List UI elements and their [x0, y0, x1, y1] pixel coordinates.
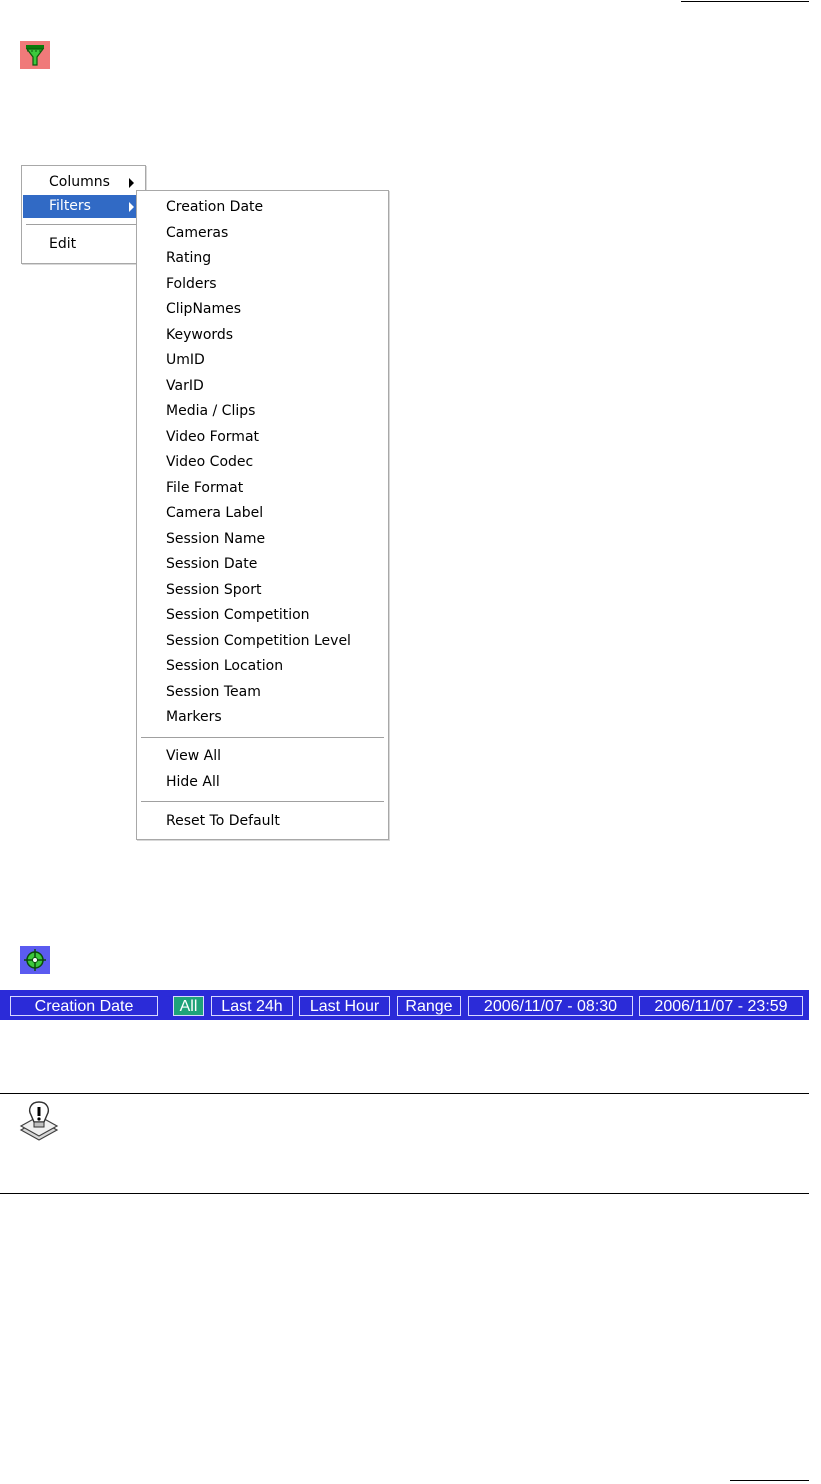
range-start-field[interactable]: 2006/11/07 - 08:30 — [468, 996, 633, 1016]
filter-item-label: Video Format — [166, 428, 260, 445]
filter-item[interactable] — [138, 273, 387, 296]
submenu-arrow-icon — [129, 202, 134, 212]
menu-item-label: Filters — [49, 198, 91, 214]
menu-separator — [26, 224, 141, 226]
view-all-item[interactable] — [138, 745, 387, 768]
filter-item-label: Creation Date — [166, 199, 264, 215]
filter-item[interactable] — [138, 222, 387, 245]
hide-all-label: Hide All — [166, 774, 220, 790]
menu-item-edit[interactable] — [23, 233, 144, 256]
filter-item[interactable] — [138, 681, 387, 704]
filter-bar — [0, 990, 809, 1020]
filter-item-label: Session Team — [166, 683, 261, 700]
filter-item[interactable] — [138, 324, 387, 347]
filter-item[interactable] — [138, 451, 387, 474]
filter-option-range[interactable]: Range — [397, 996, 461, 1016]
hide-all-item[interactable] — [138, 771, 387, 794]
filter-item-label: File Format — [166, 479, 244, 496]
menu-item-label: Edit — [49, 236, 77, 252]
filter-item-label: Session Competition Level — [166, 632, 351, 649]
filter-item-label: Session Sport — [166, 581, 262, 598]
filter-item[interactable] — [138, 528, 387, 551]
filter-item-label: Keywords — [166, 326, 234, 343]
range-end-field[interactable]: 2006/11/07 - 23:59 — [639, 996, 803, 1016]
filter-item[interactable] — [138, 655, 387, 678]
filter-item[interactable] — [138, 196, 387, 219]
filter-item[interactable] — [138, 375, 387, 398]
filter-option-last-hour[interactable]: Last Hour — [299, 996, 390, 1016]
filters-submenu — [136, 190, 389, 840]
funnel-icon — [20, 41, 50, 69]
note-top-rule — [0, 1093, 809, 1094]
menu-separator — [141, 801, 384, 803]
filter-item[interactable] — [138, 706, 387, 729]
filter-option-last-24h[interactable]: Last 24h — [211, 996, 293, 1016]
filter-item[interactable] — [138, 630, 387, 653]
filter-item-label: Rating — [166, 250, 212, 266]
note-icon — [18, 1100, 60, 1148]
filter-item-label: ClipNames — [166, 301, 242, 317]
filter-option-all[interactable]: All — [173, 996, 204, 1016]
filter-item-label: Media / Clips — [166, 403, 256, 419]
bottom-rule — [730, 1480, 809, 1481]
submenu-arrow-icon — [129, 178, 134, 188]
reset-label: Reset To Default — [166, 813, 280, 829]
filter-item[interactable] — [138, 604, 387, 627]
filter-item[interactable] — [138, 349, 387, 372]
menu-item-filters[interactable] — [23, 195, 144, 218]
note-bottom-rule — [0, 1193, 809, 1194]
filter-item-label: Session Competition — [166, 607, 310, 623]
filter-item-label: Session Name — [166, 530, 266, 547]
filter-item[interactable] — [138, 298, 387, 321]
filter-item-label: Session Location — [166, 658, 284, 674]
filter-item-label: Camera Label — [166, 505, 264, 521]
filter-item-label: Markers — [166, 709, 222, 725]
filter-item[interactable] — [138, 502, 387, 525]
reset-to-default-item[interactable] — [138, 810, 387, 833]
menu-item-label: Columns — [49, 174, 110, 190]
filter-item-label: Session Date — [166, 556, 258, 572]
top-rule — [681, 1, 809, 2]
filter-field-label[interactable]: Creation Date — [10, 996, 158, 1016]
filter-item[interactable] — [138, 400, 387, 423]
filter-item-label: VarID — [166, 377, 204, 394]
context-menu — [21, 165, 146, 264]
menu-item-columns[interactable] — [23, 171, 144, 194]
filter-item[interactable] — [138, 426, 387, 449]
filter-item[interactable] — [138, 477, 387, 500]
filter-item[interactable] — [138, 579, 387, 602]
filter-item-label: UmID — [166, 352, 205, 368]
crosshair-icon — [20, 946, 50, 974]
filter-item-label: Video Codec — [166, 454, 254, 470]
filter-item-label: Cameras — [166, 224, 229, 241]
menu-separator — [141, 737, 384, 739]
filter-item[interactable] — [138, 247, 387, 270]
filter-item[interactable] — [138, 553, 387, 576]
filter-item-label: Folders — [166, 275, 217, 292]
view-all-label: View All — [166, 748, 222, 764]
